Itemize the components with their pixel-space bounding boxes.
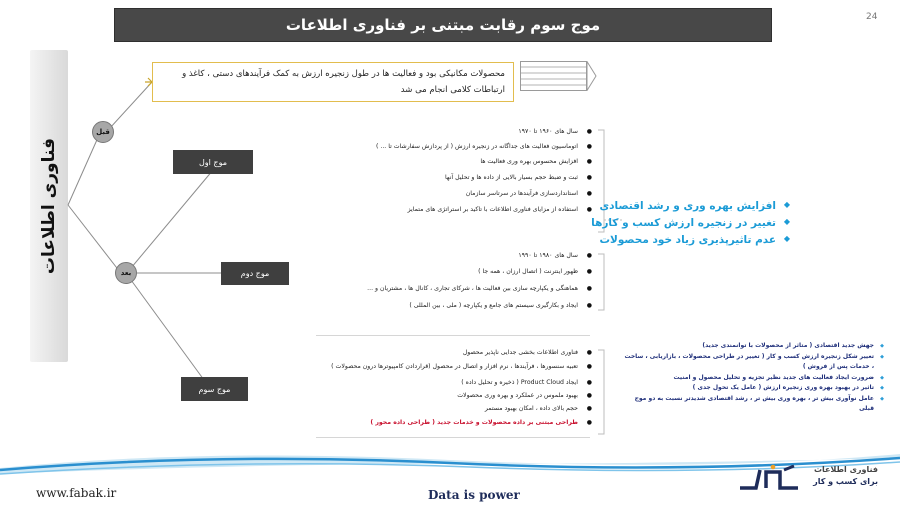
wave2-bullet: ● هماهنگی و یکپارچه سازی بین فعالیت ها ، شرکای تجاری ، کانال ها ، مشتریان و ... [352,285,592,302]
node-before [92,121,114,143]
wave2-box [221,262,289,285]
page-number: 24 [866,12,878,22]
before-description: محصولات مکانیکی بود و فعالیت ها در طول زنجیره ارزش به کمک فرآیندهای دستی ، کاغذ و ارتباطات کلامی انجام می شد [182,69,505,95]
wave1-bullet: ● ثبت و ضبط حجم بسیار بالایی از داده ها و تحلیل آنها [352,174,592,190]
footer-slogan: Data is power [428,488,520,502]
fabak-logo-icon [736,462,802,494]
wave3-bullet: ● تعبیه سنسورها ، فرآیندها ، نرم افزار و اتصال در محصول (قراردادن کامپیوترها درون محصولات ) [340,363,592,379]
connector-root-before [68,133,100,205]
side-label-text: فناوری اطلاعات [39,137,59,275]
wave2-label: موج دوم [240,269,270,278]
connector-after-wave3 [131,280,204,380]
connector-before-box [110,82,152,128]
wave2-bullets [352,252,592,319]
table-icon [520,61,600,91]
slide-title-text: موج سوم رقابت مبتنی بر فناوری اطلاعات [285,16,601,34]
wave3-outcomes-list [622,341,884,415]
before-description-box [152,62,514,102]
wave1-bullet: ● استانداردسازی فرآیندها در سرتاسر سازمان [352,190,592,206]
wave3-bullet: ● بهبود ملموس در عملکرد و بهره وری محصولات [340,392,592,405]
wave2-bullet: ● سال های ۱۹۸۰ تا ۱۹۹۰ [352,252,592,268]
wave1-bullet: ● افزایش محسوس بهره وری فعالیت ها [352,158,592,174]
wave3-box [181,377,248,401]
wave3-bullet: ● فناوری اطلاعات بخشی جدایی ناپذیر محصول [340,349,592,363]
node-after-label: بعد [120,269,132,277]
fabak-logo-text [806,464,878,488]
wave3-outcome-item: ◆ تاثیر در بهبود بهره وری زنجیره ارزش ( عامل یک تحول جدی ) [622,383,884,394]
wave3-separator [316,437,590,438]
wave1-box [173,150,253,174]
logo-line-2: برای کسب و کار [813,477,878,486]
wave3-bullet-highlight: ● طراحی مبتنی بر داده محصولات و خدمات جدید ( طراحی داده محور ) [340,419,592,433]
wave3-bullet: ● حجم بالای داده ، امکان بهبود مستمر [340,405,592,419]
outcome-item: ◆ عدم تاثیرپذیری زیاد خود محصولات [632,234,790,251]
wave1-bullet: ● اتوماسیون فعالیت های جداگانه در زنجیره ارزش ( از پردازش سفارشات تا ... ) [352,143,592,158]
wave3-label: موج سوم [198,384,231,394]
wave2-bullet: ● ایجاد و بکارگیری سیستم های جامع و یکپارچه ( ملی ، بین المللی ) [352,302,592,319]
wave3-outcome-item: ◆ عامل نوآوری بیش تر ، بهره وری بیش تر ، رشد اقتصادی شدیدتر نسبت به دو موج قبلی [622,394,884,415]
connector-root-after [68,205,120,272]
outcome-item: ◆ تغییر در زنجیره ارزش کسب و کارها [632,217,790,234]
footer-website: www.fabak.ir [36,486,117,500]
wave1-bullets [352,128,592,222]
node-after [115,262,137,284]
wave3-bullet: ● ایجاد Product Cloud ( ذخیره و تحلیل داده ) [340,379,592,392]
logo-line-1: فناوری اطلاعات [813,465,878,474]
wave1-bullet: ● سال های ۱۹۶۰ تا ۱۹۷۰ [352,128,592,143]
wave1-label: موج اول [198,157,228,167]
wave3-bullets [331,349,592,433]
outcomes-list [591,200,790,251]
arrow-into-box [145,78,152,86]
outcome-item: ◆ افزایش بهره وری و رشد اقتصادی [632,200,790,217]
wave3-outcome-item: ◆ ضرورت ایجاد فعالیت های جدید نظیر تجزیه و تحلیل محصول و امنیت [622,373,884,384]
connector-after-wave1 [131,170,213,268]
wave2-separator [316,335,590,336]
wave2-bullet: ● ظهور اینترنت ( اتصال ارزان ، همه جا ) [352,268,592,285]
wave1-bullet: ● استفاده از مزایای فناوری اطلاعات با تاکید بر استراتژی های متمایز [352,206,592,222]
node-before-label: قبل [96,128,110,136]
wave3-outcome-item: ◆ تغییر شکل زنجیره ارزش کسب و کار ( تغییر در طراحی محصولات ، بازاریابی ، ساخت ، خدمات پس از فروش ) [622,352,884,373]
wave3-outcome-item: ◆ جهش جدید اقتصادی ( متاثر از محصولات با توانمندی جدید) [622,341,884,352]
